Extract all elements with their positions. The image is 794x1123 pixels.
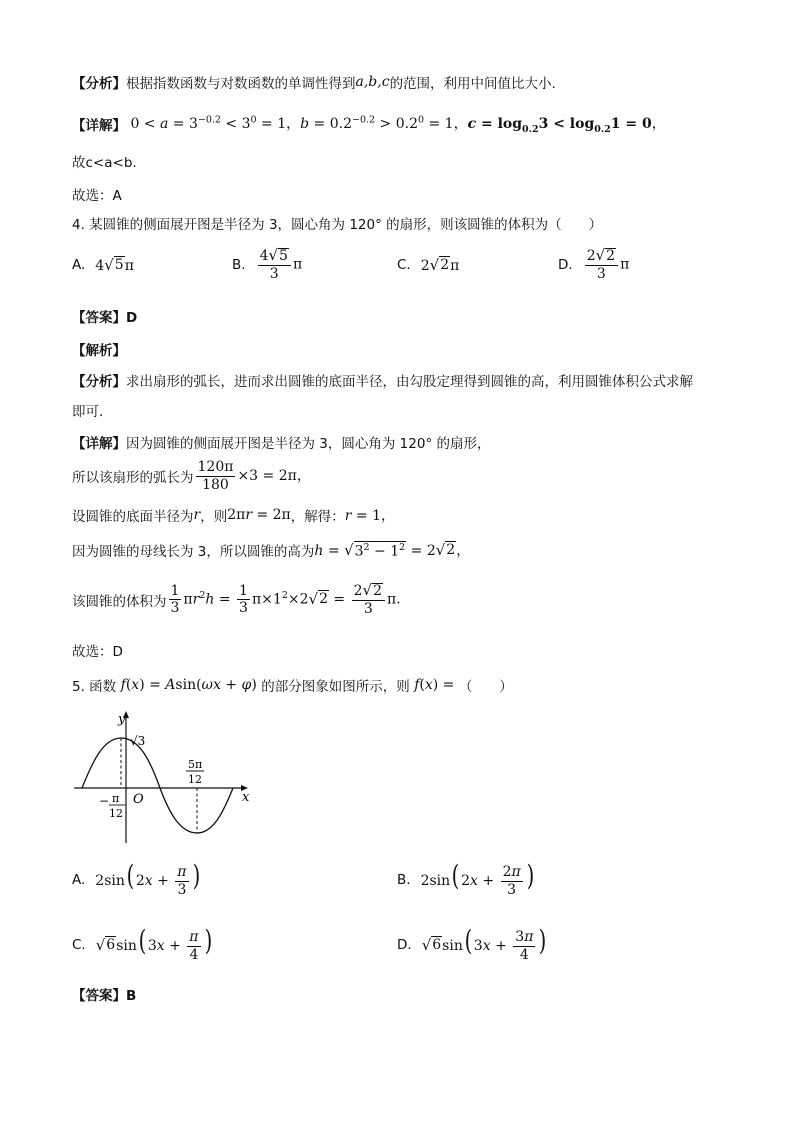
q4-stem: 4. 某圆锥的侧面展开图是半径为 3，圆心角为 120° 的扇形，则该圆锥的体积为（ ）: [72, 217, 603, 233]
q5-answer: 【答案】B: [72, 988, 137, 1004]
q3-detail-line: [72, 113, 666, 135]
q5-option-a: A. 2sin( 2x + $\frac{\pi}{3}$ ): [72, 859, 200, 898]
q5-stem: 5. 函数 f(x) = Asin(ωx + φ) 的部分图象如图所示，则 f(x) = （ ）: [72, 677, 513, 695]
q4-detail: 【详解】 因为圆锥的侧面展开图是半径为 3，圆心角为 120° 的扇形，: [72, 436, 491, 452]
analysis-text-2: 的范围，利用中间值比大小.: [389, 76, 556, 92]
analysis-text: 根据指数函数与对数函数的单调性得到: [126, 76, 356, 92]
q4-arc-line: 所以该扇形的弧长为 $\frac{120\pi}{180}$ ×3 = 2π，: [72, 459, 311, 493]
analysis-vars: a,b,c: [355, 74, 390, 90]
origin-label: O: [133, 792, 144, 807]
right-tick-den: 12: [188, 773, 202, 786]
q5-option-b: B. 2sin( 2x + $\frac{2\pi}{3}$ ): [397, 859, 534, 898]
q4-analysis-2: 即可.: [72, 404, 104, 420]
analysis-tag: 【分析】: [72, 76, 126, 92]
q4-volume-line: 该圆锥的体积为 $\frac{1}{3}$ $\pi r^2h$ = $\frac{1}{3}$ $\pi\times 1^2\times 2$ √ 2 = 2 √ 2 3 π.: [72, 581, 401, 617]
q4-option-b: B. 4 √ 5 3 π: [232, 246, 303, 282]
sine-graph: [70, 705, 260, 845]
q3-choice: 故选：A: [72, 188, 122, 204]
left-tick-sign: −: [99, 794, 110, 808]
q4-explain-tag: 【解析】: [72, 343, 126, 359]
right-tick-num: 5π: [188, 758, 203, 771]
detail-formula: $0 < a = 3^{-0.2} < 3^0 = 1$，$b = 0.2^{-0.2} > 0.2^0 = 1$，$c = \log_{0.2}3 < \log_{0.2}1 = 0$，: [126, 114, 666, 135]
q4-option-d: D. 2 √ 2 3 π: [558, 246, 630, 282]
q4-analysis: 【分析】 求出扇形的弧长，进而求出圆锥的底面半径，由勾股定理得到圆锥的高，利用圆锥体积公式求解: [72, 374, 693, 390]
left-tick-num: π: [112, 792, 120, 805]
q4-option-c: C. 2 √ 2 π: [397, 256, 460, 274]
y-label: y: [118, 712, 126, 727]
q5-option-d: D. √ 6 sin( 3x + $\frac{3\pi}{4}$ ): [397, 924, 547, 963]
left-tick-den: 12: [109, 807, 123, 820]
sine-curve: [82, 738, 233, 833]
q3-conclusion: 故c<a<b.: [72, 155, 137, 171]
q4-answer: 【答案】D: [72, 310, 138, 326]
q5-option-c: C. √ 6 sin( 3x + $\frac{\pi}{4}$ ): [72, 924, 212, 963]
q4-radius-line: 设圆锥的底面半径为 r ，则 2πr = 2π ，解得： r = 1，: [72, 507, 396, 525]
x-label: x: [242, 790, 250, 805]
q4-height-line: 因为圆锥的母线长为 3，所以圆锥的高为 h = √ $3^2 - 1^2$ = 2 √ 2 ，: [72, 541, 471, 560]
q4-option-a: A. 4 √ 5 π: [72, 256, 134, 274]
peak-label: √3: [130, 734, 146, 748]
q3-analysis-line: [72, 72, 556, 92]
detail-tag: 【详解】: [72, 117, 126, 134]
q4-choice: 故选：D: [72, 644, 123, 660]
